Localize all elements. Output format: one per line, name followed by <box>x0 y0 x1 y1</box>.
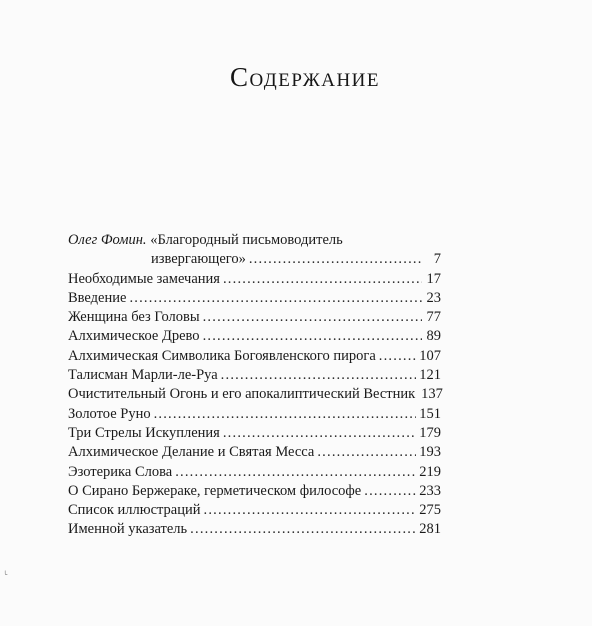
toc-entry-page: 233 <box>419 482 441 499</box>
toc-entry-title: Женщина без Головы <box>68 309 200 326</box>
toc-entry-title: Три Стрелы Искупления <box>68 424 220 441</box>
toc-entry-page: 193 <box>419 444 441 461</box>
toc-entry <box>68 347 441 366</box>
toc-entry-title: Очистительный Огонь и его апокалиптический Вестник <box>68 386 416 403</box>
toc-entry-title: Именной указатель <box>68 521 188 538</box>
toc-leader-dots <box>175 463 416 482</box>
toc-entry-foreword <box>68 231 441 270</box>
toc-entry-page: 7 <box>433 251 441 268</box>
toc-entry-page: 107 <box>419 347 441 364</box>
toc-entry-title: Введение <box>68 289 127 306</box>
toc-entry-page: 275 <box>419 502 441 519</box>
toc-leader-dots <box>249 250 422 269</box>
toc-leader-dots <box>204 501 417 520</box>
toc-leader-dots <box>190 520 416 539</box>
toc-entry <box>68 308 441 327</box>
toc-entry <box>68 270 441 289</box>
table-of-contents <box>68 231 441 540</box>
toc-leader-dots <box>154 405 417 424</box>
toc-leader-dots <box>364 482 416 501</box>
toc-entry <box>68 520 441 539</box>
toc-entry-title: Алхимическое Делание и Святая Месса <box>68 444 315 461</box>
toc-entry <box>68 327 441 346</box>
toc-entry-page: 121 <box>419 367 441 384</box>
toc-entry-page: 77 <box>426 309 441 326</box>
toc-entry-first-line <box>68 231 441 250</box>
toc-leader-dots <box>203 308 422 327</box>
toc-entry-page: 89 <box>426 328 441 345</box>
toc-entry <box>68 289 441 308</box>
toc-entry-page: 23 <box>426 289 441 306</box>
toc-entry-title: Необходимые замечания <box>68 270 220 287</box>
toc-leader-dots <box>203 327 422 346</box>
toc-entry-page: 179 <box>419 424 441 441</box>
toc-entry-title: Алхимическое Древо <box>68 328 200 345</box>
toc-entry-page: 151 <box>419 405 441 422</box>
toc-entry <box>68 385 441 404</box>
toc-leader-dots <box>129 289 422 308</box>
toc-entry-page: 281 <box>419 521 441 538</box>
toc-leader-dots <box>221 366 417 385</box>
page-title: Содержание <box>229 62 381 92</box>
toc-entry <box>68 463 441 482</box>
toc-entry-title: Золотое Руно <box>68 405 151 422</box>
toc-entry-page: 219 <box>419 463 441 480</box>
toc-entry <box>68 405 441 424</box>
scan-mark-icon: ╰ <box>3 571 8 579</box>
toc-leader-dots <box>317 443 416 462</box>
toc-entry-title: «Благородный письмоводитель <box>150 232 343 248</box>
toc-leader-dots <box>379 347 416 366</box>
toc-entry-title: Алхимическая Символика Богоявленского пирога <box>68 347 376 364</box>
toc-entry-author: Олег Фомин. <box>68 232 147 248</box>
toc-entry-title: О Сирано Бержераке, герметическом философе <box>68 482 362 499</box>
toc-entry-second-line <box>68 250 441 269</box>
toc-entry-page: 17 <box>426 270 441 287</box>
toc-entry <box>68 482 441 501</box>
toc-entry-title: Список иллюстраций <box>68 502 201 519</box>
toc-entry-title: Талисман Марли-ле-Руа <box>68 367 218 384</box>
toc-leader-dots <box>223 270 422 289</box>
toc-entry <box>68 443 441 462</box>
toc-entry <box>68 424 441 443</box>
toc-leader-dots <box>223 424 416 443</box>
toc-entry-title-continued: извергающего» <box>151 251 246 268</box>
toc-entry-title: Эзотерика Слова <box>68 463 173 480</box>
toc-entry-page: 137 <box>421 386 443 403</box>
toc-entry <box>68 501 441 520</box>
toc-entry <box>68 366 441 385</box>
